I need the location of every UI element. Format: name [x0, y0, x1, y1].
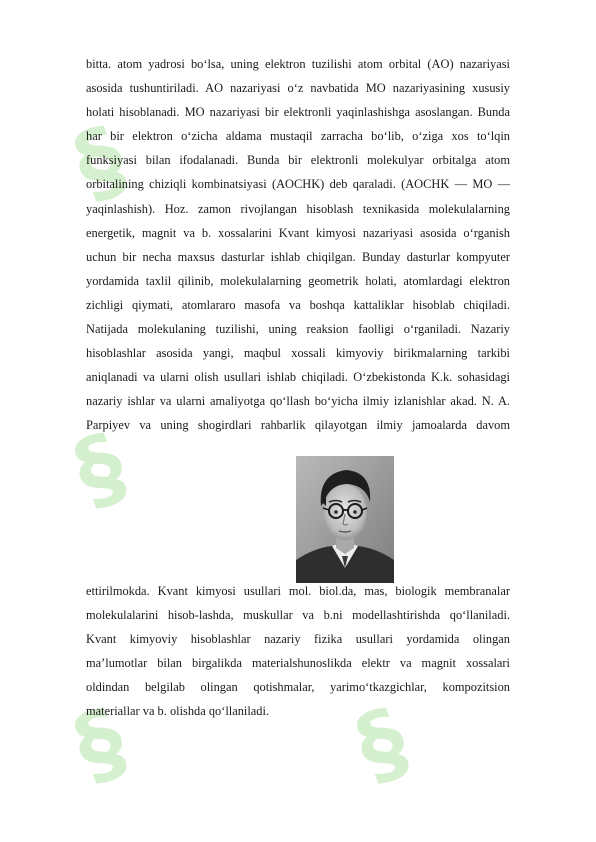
text-line: hisoblashlar asosida yangi, maqbul xossali kimyoviy birikmalarning tarkibi	[86, 346, 510, 361]
text-line: aniqlanadi va ularni olish usullari ishlab chiqiladi. O‘zbekistonda K.k. sohasidagi	[86, 370, 510, 385]
portrait-photo	[296, 456, 394, 583]
text-line: bitta. atom yadrosi bo‘lsa, uning elektron tuzilishi atom orbital (AO) nazariyasi	[86, 57, 510, 71]
text-line: Parpiyev va uning shogirdlari rahbarlik qilayotgan ilmiy jamoalarda davom	[86, 418, 510, 433]
text-line: yaqinlashish). Hoz. zamon rivojlangan hisoblash texnikasida molekulalarning	[86, 201, 510, 216]
text-line: Natijada molekulaning tuzilishi, uning reaksion faolligi o‘rganiladi. Nazariy	[86, 322, 510, 337]
body-paragraph-1	[86, 52, 510, 438]
text-line: nazariy ishlar va ularni amaliyotga qo‘llash bo‘yicha ilmiy izlanishlar akad. N. A.	[86, 394, 510, 409]
text-line: energetik, magnit va b. xossalarini Kvant kimyosi nazariyasi asosida o‘rganish	[86, 225, 510, 240]
text-line: molekulalarini hisob-lashda, muskullar va b.ni modellashtirishda qo‘llaniladi.	[86, 608, 510, 623]
watermark-icon: §	[61, 412, 139, 525]
body-paragraph-2	[86, 579, 510, 724]
text-line: zichligi qiymati, atomlararo masofa va boshqa kattaliklar hisoblab chiqiladi.	[86, 297, 510, 312]
text-line: orbitalining chiziqli kombinatsiyasi (AOCHK) deb qaraladi. (AOCHK — MO —	[86, 177, 510, 192]
text-line: funksiyasi bilan ifodalanadi. Bunda bir elektronli molekulyar orbitalga atom	[86, 153, 510, 168]
text-line: asosida tushuntiriladi. AO nazariyasi o‘z navbatida MO nazariyasining xususiy	[86, 81, 510, 96]
text-line: Kvant kimyoviy hisoblashlar nazariy fizika usullari yordamida olingan	[86, 632, 510, 647]
text-line: uchun bir necha maxsus dasturlar ishlab chiqilgan. Bunday dasturlar kompyuter	[86, 249, 510, 264]
watermark-icon: §	[61, 687, 139, 800]
watermark-icon: §	[343, 687, 421, 800]
text-line: har bir elektron o‘zicha aldama mustaqil zarracha bo‘lib, o‘ziga xos to‘lqin	[86, 129, 510, 144]
text-line: holati hisoblanadi. MO nazariyasi bir elektronli yaqinlashishga asoslangan. Bunda	[86, 105, 510, 120]
text-line: oldindan belgilab olingan qotishmalar, yarimo‘tkazgichlar, kompozitsion	[86, 680, 510, 695]
watermark-icon: §	[61, 105, 139, 218]
text-line: yordamida taxlil qilinib, molekulalarning geometrik holati, atomlardagi elektron	[86, 273, 510, 288]
text-line: ettirilmokda. Kvant kimyosi usullari mol. biol.da, mas, biologik membranalar	[86, 584, 510, 598]
text-line: materiallar va b. olishda qo‘llaniladi.	[86, 704, 270, 719]
portrait-icon	[296, 456, 394, 583]
text-line: ma’lumotlar bilan birgalikda materialshunoslikda elektr va magnit xossalari	[86, 656, 510, 671]
